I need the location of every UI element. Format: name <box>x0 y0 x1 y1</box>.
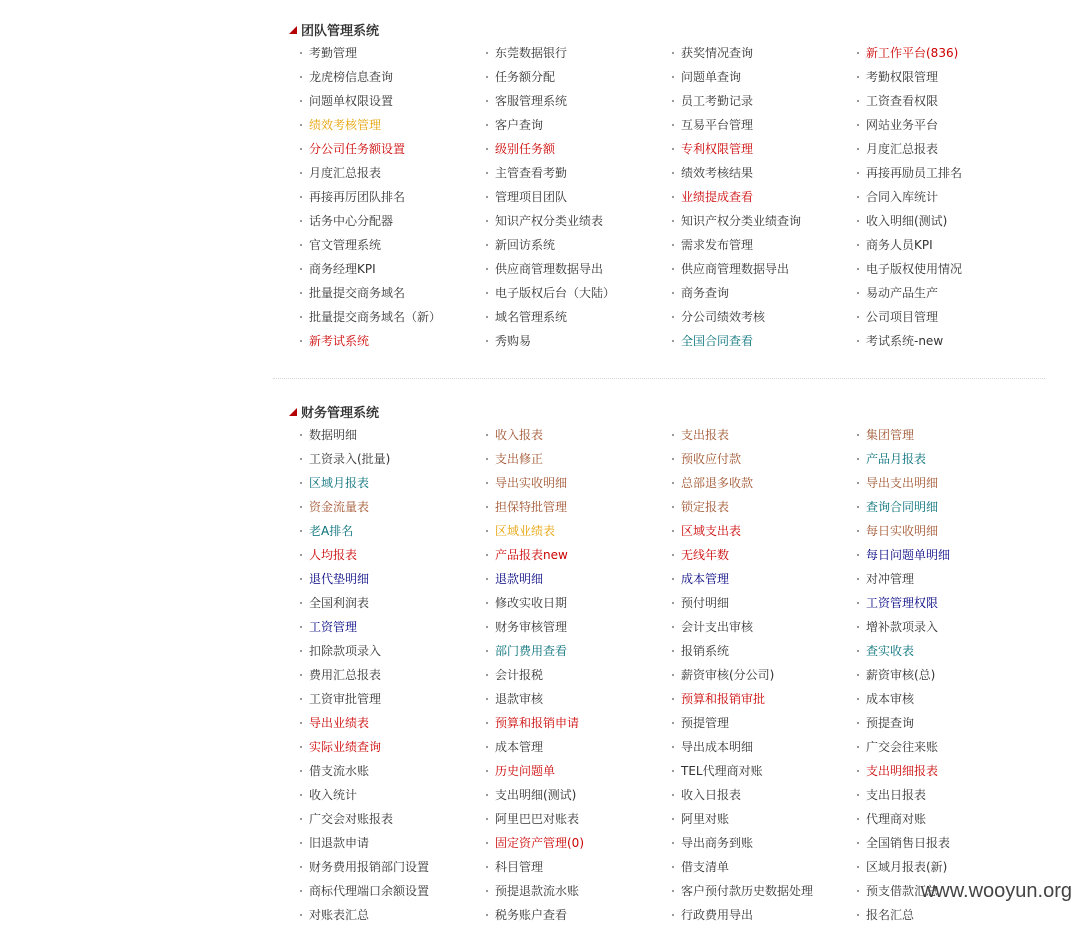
menu-link[interactable]: 互易平台管理 <box>669 116 854 140</box>
finance-section-header <box>289 402 379 421</box>
menu-link[interactable]: 新回访系统 <box>483 236 669 260</box>
menu-link[interactable]: 财务审核管理 <box>483 618 669 642</box>
menu-link[interactable]: 收入统计 <box>297 786 483 810</box>
menu-link[interactable]: 广交会往来账 <box>854 738 1041 762</box>
menu-link[interactable]: 增补款项录入 <box>854 618 1041 642</box>
menu-link[interactable]: 问题单权限设置 <box>297 92 483 116</box>
menu-link[interactable]: 任务额分配 <box>483 68 669 92</box>
menu-link[interactable]: 客服管理系统 <box>483 92 669 116</box>
menu-link[interactable]: 全国利润表 <box>297 594 483 618</box>
menu-link[interactable]: 成本管理 <box>483 738 669 762</box>
menu-link[interactable]: 预提退款流水账 <box>483 882 669 906</box>
menu-link[interactable]: 税务账户查看 <box>483 906 669 930</box>
menu-link[interactable]: 易动产品生产 <box>854 284 1041 308</box>
menu-link[interactable]: 收入明细(测试) <box>854 212 1041 236</box>
menu-link[interactable]: TEL代理商对账 <box>669 762 854 786</box>
menu-link[interactable]: 无线年数 <box>669 546 854 570</box>
menu-link[interactable]: 会计报税 <box>483 666 669 690</box>
menu-link[interactable]: 区域月报表(新) <box>854 858 1041 882</box>
menu-link[interactable]: 借支清单 <box>669 858 854 882</box>
menu-link[interactable]: 考勤管理 <box>297 44 483 68</box>
menu-link[interactable]: 查询合同明细 <box>854 498 1041 522</box>
menu-link[interactable]: 新工作平台(836) <box>854 44 1041 68</box>
menu-link[interactable]: 考勤权限管理 <box>854 68 1041 92</box>
menu-link[interactable]: 公司项目管理 <box>854 308 1041 332</box>
menu-link[interactable]: 收入日报表 <box>669 786 854 810</box>
menu-link[interactable]: 预付明细 <box>669 594 854 618</box>
menu-link[interactable]: 薪资审核(分公司) <box>669 666 854 690</box>
team-section-title: 团队管理系统 <box>301 24 380 39</box>
menu-link[interactable]: 对账表汇总 <box>297 906 483 930</box>
menu-link[interactable]: 导出支出明细 <box>854 474 1041 498</box>
menu-link[interactable]: 产品月报表 <box>854 450 1041 474</box>
menu-link[interactable]: 导出实收明细 <box>483 474 669 498</box>
menu-link[interactable]: 产品报表new <box>483 546 669 570</box>
menu-link[interactable]: 每日问题单明细 <box>854 546 1041 570</box>
menu-link[interactable]: 话务中心分配器 <box>297 212 483 236</box>
menu-link[interactable]: 退款审核 <box>483 690 669 714</box>
menu-link[interactable]: 工资管理 <box>297 618 483 642</box>
menu-link[interactable]: 报销系统 <box>669 642 854 666</box>
menu-link[interactable]: 预提查询 <box>854 714 1041 738</box>
menu-link[interactable]: 导出业绩表 <box>297 714 483 738</box>
menu-link[interactable]: 部门费用查看 <box>483 642 669 666</box>
menu-link[interactable]: 月度汇总报表 <box>297 164 483 188</box>
menu-link[interactable]: 月度汇总报表 <box>854 140 1041 164</box>
menu-link[interactable]: 绩效考核结果 <box>669 164 854 188</box>
menu-link[interactable]: 获奖情况查询 <box>669 44 854 68</box>
menu-link[interactable]: 预收应付款 <box>669 450 854 474</box>
menu-link[interactable]: 全国合同查看 <box>669 332 854 356</box>
menu-link[interactable]: 科目管理 <box>483 858 669 882</box>
menu-link[interactable]: 工资录入(批量) <box>297 450 483 474</box>
finance-section-title: 财务管理系统 <box>301 406 380 421</box>
menu-link[interactable]: 知识产权分类业绩查询 <box>669 212 854 236</box>
menu-link[interactable]: 广交会对账报表 <box>297 810 483 834</box>
menu-link[interactable]: 阿里对账 <box>669 810 854 834</box>
menu-link[interactable]: 报名汇总 <box>854 906 1041 930</box>
team-management-section <box>273 20 1045 370</box>
menu-link[interactable]: 区域业绩表 <box>483 522 669 546</box>
menu-link[interactable]: 实际业绩查询 <box>297 738 483 762</box>
menu-link[interactable]: 收入报表 <box>483 426 669 450</box>
section-marker-icon <box>289 408 297 416</box>
menu-link[interactable]: 锁定报表 <box>669 498 854 522</box>
menu-link[interactable]: 客户预付款历史数据处理 <box>669 882 854 906</box>
menu-link[interactable]: 支出明细(测试) <box>483 786 669 810</box>
menu-link[interactable]: 区域支出表 <box>669 522 854 546</box>
menu-link[interactable]: 分公司任务额设置 <box>297 140 483 164</box>
menu-link[interactable]: 分公司绩效考核 <box>669 308 854 332</box>
menu-link[interactable]: 资金流量表 <box>297 498 483 522</box>
menu-link[interactable]: 工资管理权限 <box>854 594 1041 618</box>
menu-link[interactable]: 借支流水账 <box>297 762 483 786</box>
menu-link[interactable]: 成本审核 <box>854 690 1041 714</box>
menu-link[interactable]: 退款明细 <box>483 570 669 594</box>
menu-link[interactable]: 知识产权分类业绩表 <box>483 212 669 236</box>
menu-link[interactable]: 批量提交商务域名（新） <box>297 308 483 332</box>
menu-link[interactable]: 批量提交商务域名 <box>297 284 483 308</box>
menu-link[interactable]: 电子版权后台（大陆） <box>483 284 669 308</box>
menu-link[interactable]: 老A排名 <box>297 522 483 546</box>
watermark: www.wooyun.org <box>920 880 1072 902</box>
menu-link[interactable]: 行政费用导出 <box>669 906 854 930</box>
menu-link[interactable]: 电子版权使用情况 <box>854 260 1041 284</box>
menu-link[interactable]: 员工考勤记录 <box>669 92 854 116</box>
menu-link[interactable]: 业绩提成查看 <box>669 188 854 212</box>
menu-link[interactable]: 退代垫明细 <box>297 570 483 594</box>
menu-link[interactable]: 预支借款汇总 <box>854 882 1041 906</box>
menu-link[interactable]: 支出日报表 <box>854 786 1041 810</box>
menu-link[interactable]: 绩效考核管理 <box>297 116 483 140</box>
menu-link[interactable]: 供应商管理数据导出 <box>669 260 854 284</box>
menu-link[interactable]: 问题单查询 <box>669 68 854 92</box>
menu-link[interactable]: 网站业务平台 <box>854 116 1041 140</box>
menu-link[interactable]: 商务人员KPI <box>854 236 1041 260</box>
menu-link[interactable]: 工资审批管理 <box>297 690 483 714</box>
menu-link[interactable]: 费用汇总报表 <box>297 666 483 690</box>
menu-link[interactable]: 代理商对账 <box>854 810 1041 834</box>
menu-link[interactable]: 支出明细报表 <box>854 762 1041 786</box>
menu-link[interactable]: 工资查看权限 <box>854 92 1041 116</box>
menu-link[interactable]: 龙虎榜信息查询 <box>297 68 483 92</box>
menu-link[interactable]: 扣除款项录入 <box>297 642 483 666</box>
team-link-grid <box>297 44 1041 356</box>
menu-link[interactable]: 导出成本明细 <box>669 738 854 762</box>
menu-link[interactable]: 会计支出审核 <box>669 618 854 642</box>
menu-link[interactable]: 担保特批管理 <box>483 498 669 522</box>
menu-link[interactable]: 官文管理系统 <box>297 236 483 260</box>
menu-link[interactable]: 区域月报表 <box>297 474 483 498</box>
menu-link[interactable]: 预算和报销申请 <box>483 714 669 738</box>
menu-link[interactable]: 历史问题单 <box>483 762 669 786</box>
menu-link[interactable]: 集团管理 <box>854 426 1041 450</box>
menu-link[interactable]: 管理项目团队 <box>483 188 669 212</box>
section-divider <box>273 378 1045 379</box>
menu-link[interactable]: 全国销售日报表 <box>854 834 1041 858</box>
menu-link[interactable]: 阿里巴巴对账表 <box>483 810 669 834</box>
menu-link[interactable]: 每日实收明细 <box>854 522 1041 546</box>
menu-link[interactable]: 商务查询 <box>669 284 854 308</box>
menu-link[interactable]: 域名管理系统 <box>483 308 669 332</box>
finance-link-grid <box>297 426 1041 930</box>
menu-link[interactable]: 东莞数据银行 <box>483 44 669 68</box>
menu-link[interactable]: 支出报表 <box>669 426 854 450</box>
menu-link[interactable]: 旧退款申请 <box>297 834 483 858</box>
menu-link[interactable]: 人均报表 <box>297 546 483 570</box>
menu-link[interactable]: 合同入库统计 <box>854 188 1041 212</box>
menu-link[interactable]: 支出修正 <box>483 450 669 474</box>
menu-link[interactable]: 导出商务到账 <box>669 834 854 858</box>
menu-link[interactable]: 客户查询 <box>483 116 669 140</box>
menu-link[interactable]: 需求发布管理 <box>669 236 854 260</box>
menu-link[interactable]: 预算和报销审批 <box>669 690 854 714</box>
menu-link[interactable]: 考试系统-new <box>854 332 1041 356</box>
menu-link[interactable]: 级别任务额 <box>483 140 669 164</box>
menu-link[interactable]: 查实收表 <box>854 642 1041 666</box>
menu-link[interactable]: 数据明细 <box>297 426 483 450</box>
menu-link[interactable]: 商务经理KPI <box>297 260 483 284</box>
menu-link[interactable]: 新考试系统 <box>297 332 483 356</box>
team-section-header <box>289 20 379 39</box>
menu-link[interactable]: 薪资审核(总) <box>854 666 1041 690</box>
menu-link[interactable]: 成本管理 <box>669 570 854 594</box>
section-marker-icon <box>289 26 297 34</box>
menu-link[interactable]: 秀购易 <box>483 332 669 356</box>
menu-link[interactable]: 供应商管理数据导出 <box>483 260 669 284</box>
menu-link[interactable]: 主管查看考勤 <box>483 164 669 188</box>
menu-link[interactable]: 修改实收日期 <box>483 594 669 618</box>
menu-link[interactable]: 对冲管理 <box>854 570 1041 594</box>
menu-link[interactable]: 再接再励员工排名 <box>854 164 1041 188</box>
menu-link[interactable]: 总部退多收款 <box>669 474 854 498</box>
menu-link[interactable]: 商标代理端口余额设置 <box>297 882 483 906</box>
menu-link[interactable]: 固定资产管理(0) <box>483 834 669 858</box>
menu-link[interactable]: 财务费用报销部门设置 <box>297 858 483 882</box>
menu-link[interactable]: 再接再厉团队排名 <box>297 188 483 212</box>
finance-management-section <box>273 402 1045 922</box>
menu-link[interactable]: 专利权限管理 <box>669 140 854 164</box>
menu-link[interactable]: 预提管理 <box>669 714 854 738</box>
